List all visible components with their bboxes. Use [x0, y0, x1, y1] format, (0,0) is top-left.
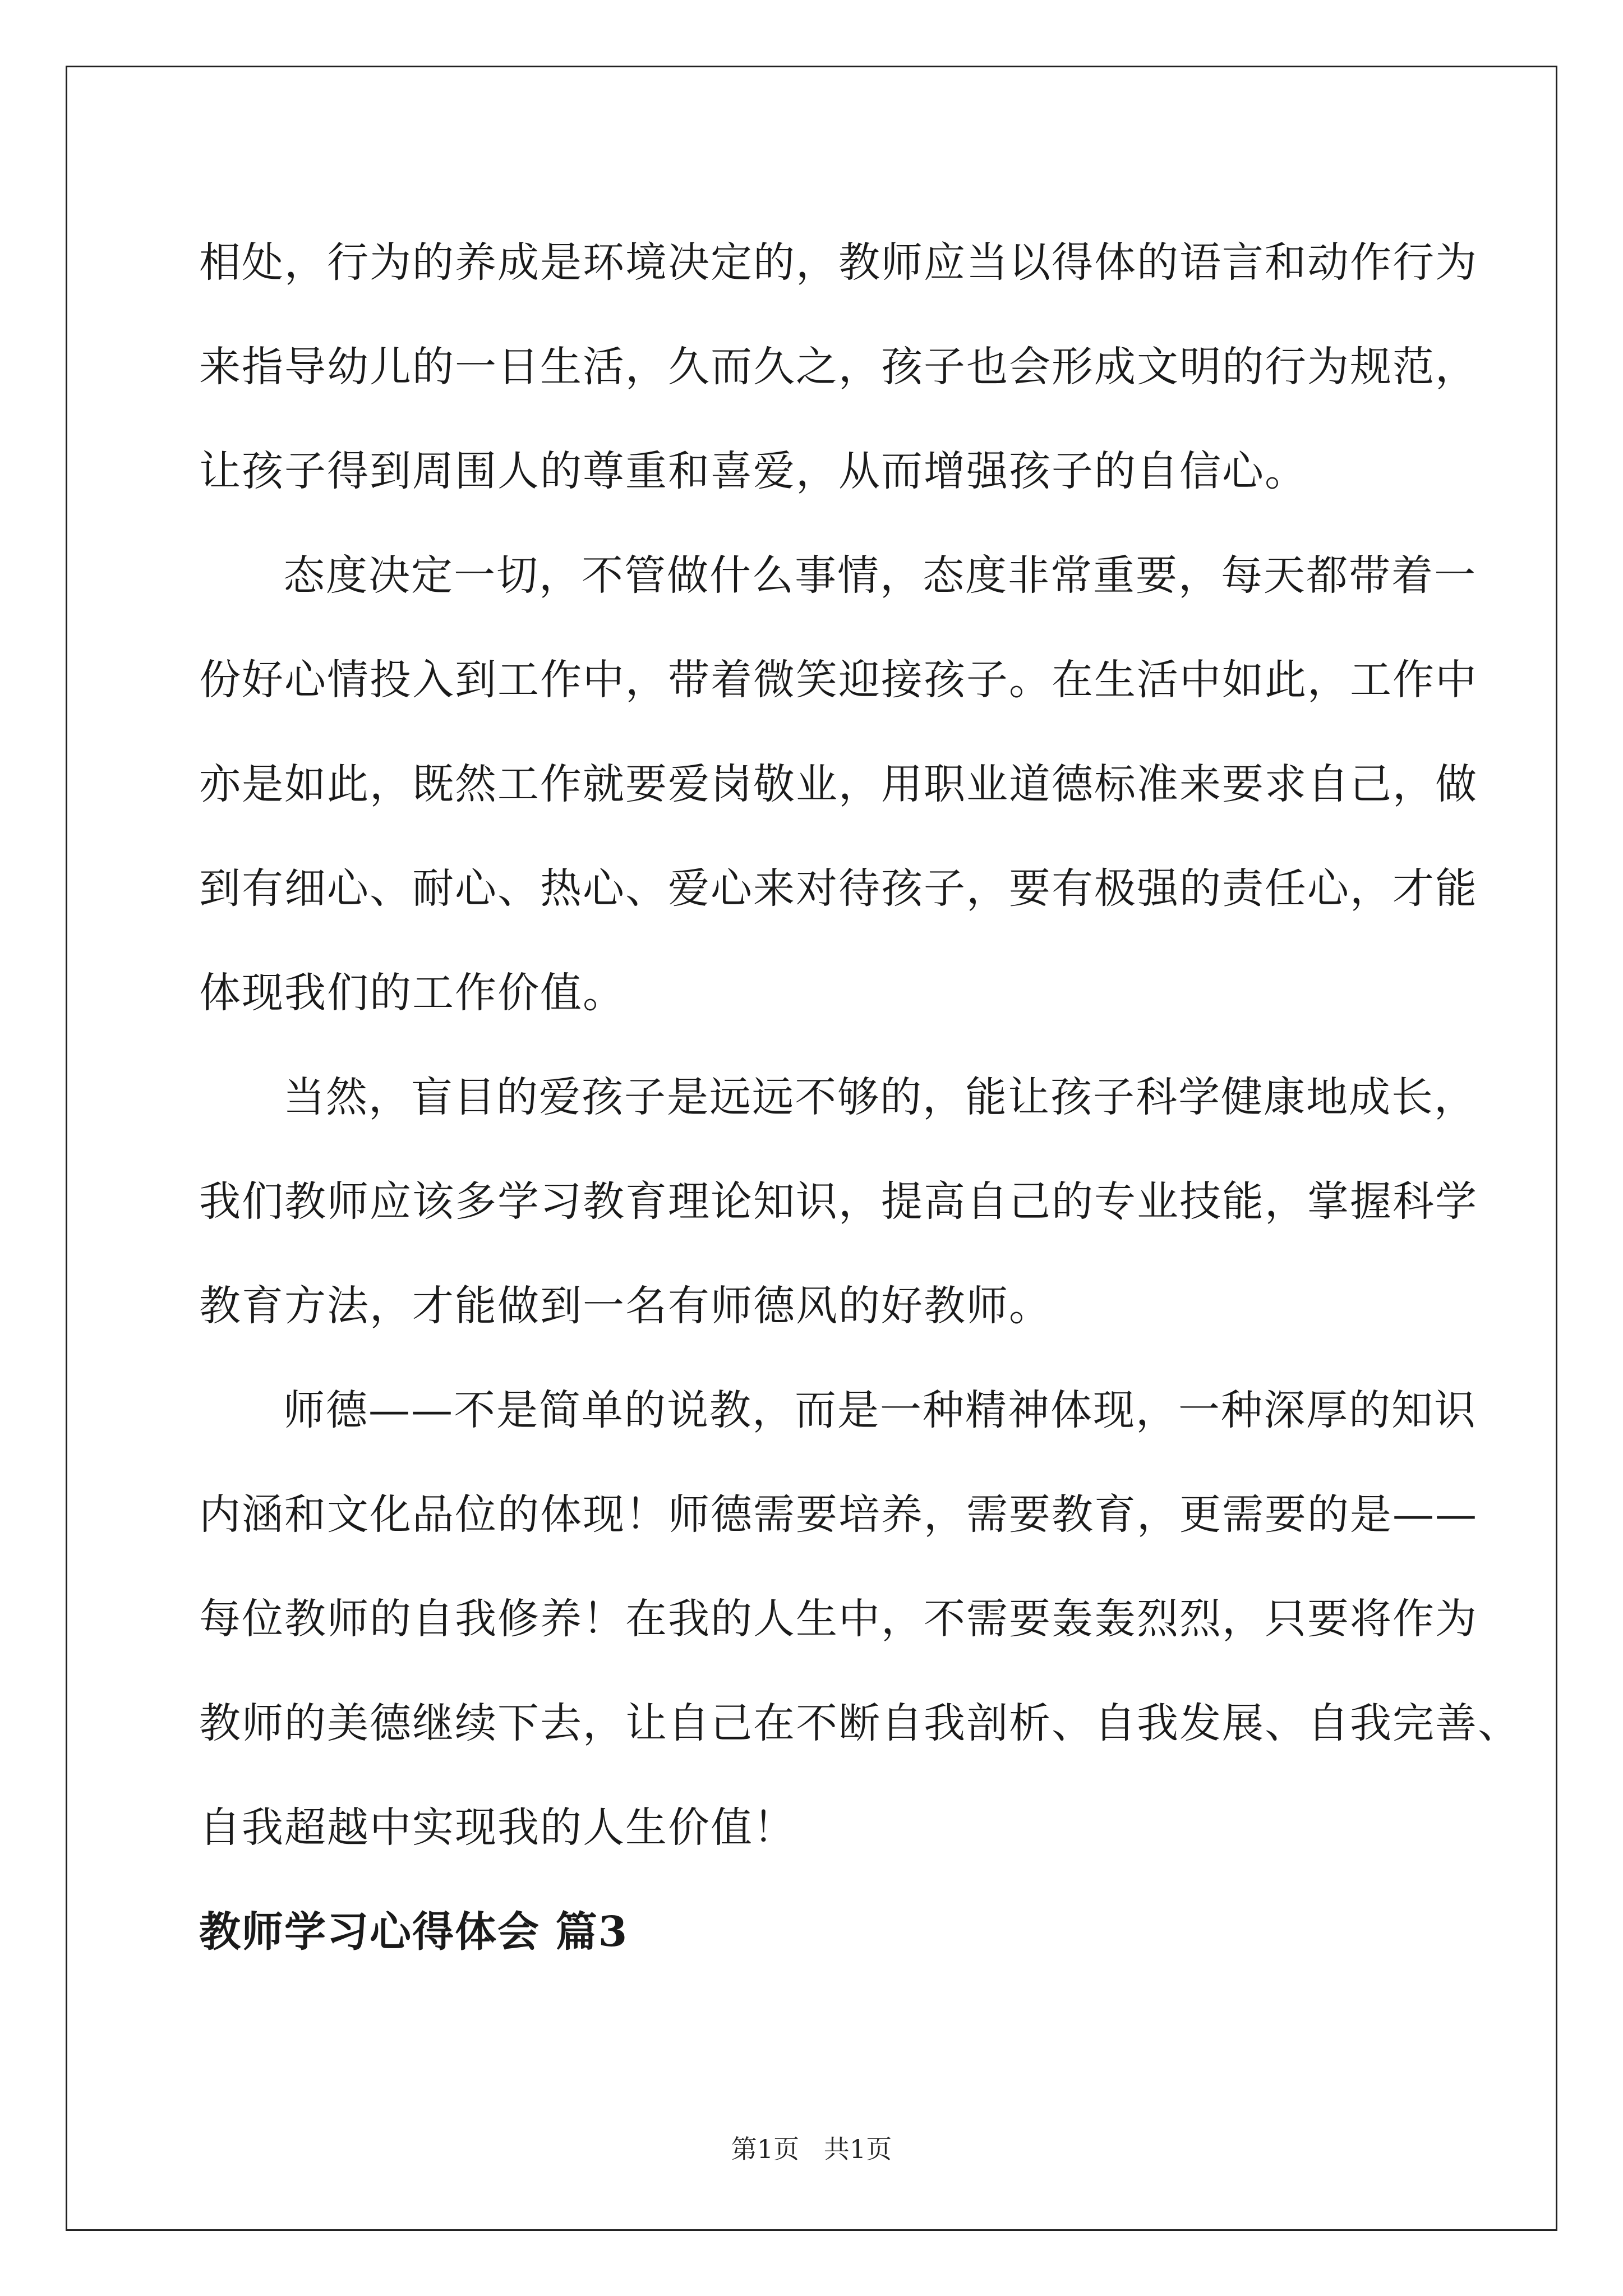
text-line: 自我超越中实现我的人生价值！: [199, 1803, 796, 1852]
text-line: 师德——不是简单的说教，而是一种精神体现，一种深厚的知识: [283, 1386, 1477, 1434]
text-line: 内涵和文化品位的体现！师德需要培养，需要教育，更需要的是——: [199, 1490, 1478, 1539]
text-line: 教师的美德继续下去，让自己在不断自我剖析、自我发展、自我完善、: [199, 1699, 1520, 1747]
text-line: 态度决定一切，不管做什么事情，态度非常重要，每天都带着一: [283, 551, 1477, 600]
text-line: 亦是如此，既然工作就要爱岗敬业，用职业道德标准来要求自己，做: [199, 760, 1478, 808]
section-heading: 教师学习心得体会 篇3: [199, 1908, 629, 1956]
text-line: 份好心情投入到工作中，带着微笑迎接孩子。在生活中如此，工作中: [199, 656, 1478, 704]
text-line: 我们教师应该多学习教育理论知识，提高自己的专业技能，掌握科学: [199, 1177, 1478, 1226]
text-line: 来指导幼儿的一日生活，久而久之，孩子也会形成文明的行为规范，: [199, 343, 1478, 391]
text-line: 到有细心、耐心、热心、爱心来对待孩子，要有极强的责任心，才能: [199, 864, 1478, 913]
page-footer: 第1页 共1页: [731, 2134, 892, 2164]
text-line: 教育方法，才能做到一名有师德风的好教师。: [199, 1282, 1052, 1330]
paragraph-3: [199, 1045, 1489, 1358]
document-body: [199, 210, 1520, 1984]
text-line: 让孩子得到周围人的尊重和喜爱，从而增强孩子的自信心。: [199, 447, 1307, 495]
paragraph-1: [199, 210, 1489, 523]
text-line: 相处，行为的养成是环境决定的，教师应当以得体的语言和动作行为: [199, 238, 1478, 287]
paragraph-2: [199, 523, 1489, 1045]
text-line: 体现我们的工作价值。: [199, 969, 625, 1017]
text-line: 每位教师的自我修养！在我的人生中，不需要轰轰烈烈，只要将作为: [199, 1595, 1478, 1643]
paragraph-4: [199, 1358, 1520, 1880]
text-line: 当然，盲目的爱孩子是远远不够的，能让孩子科学健康地成长，: [283, 1073, 1477, 1121]
